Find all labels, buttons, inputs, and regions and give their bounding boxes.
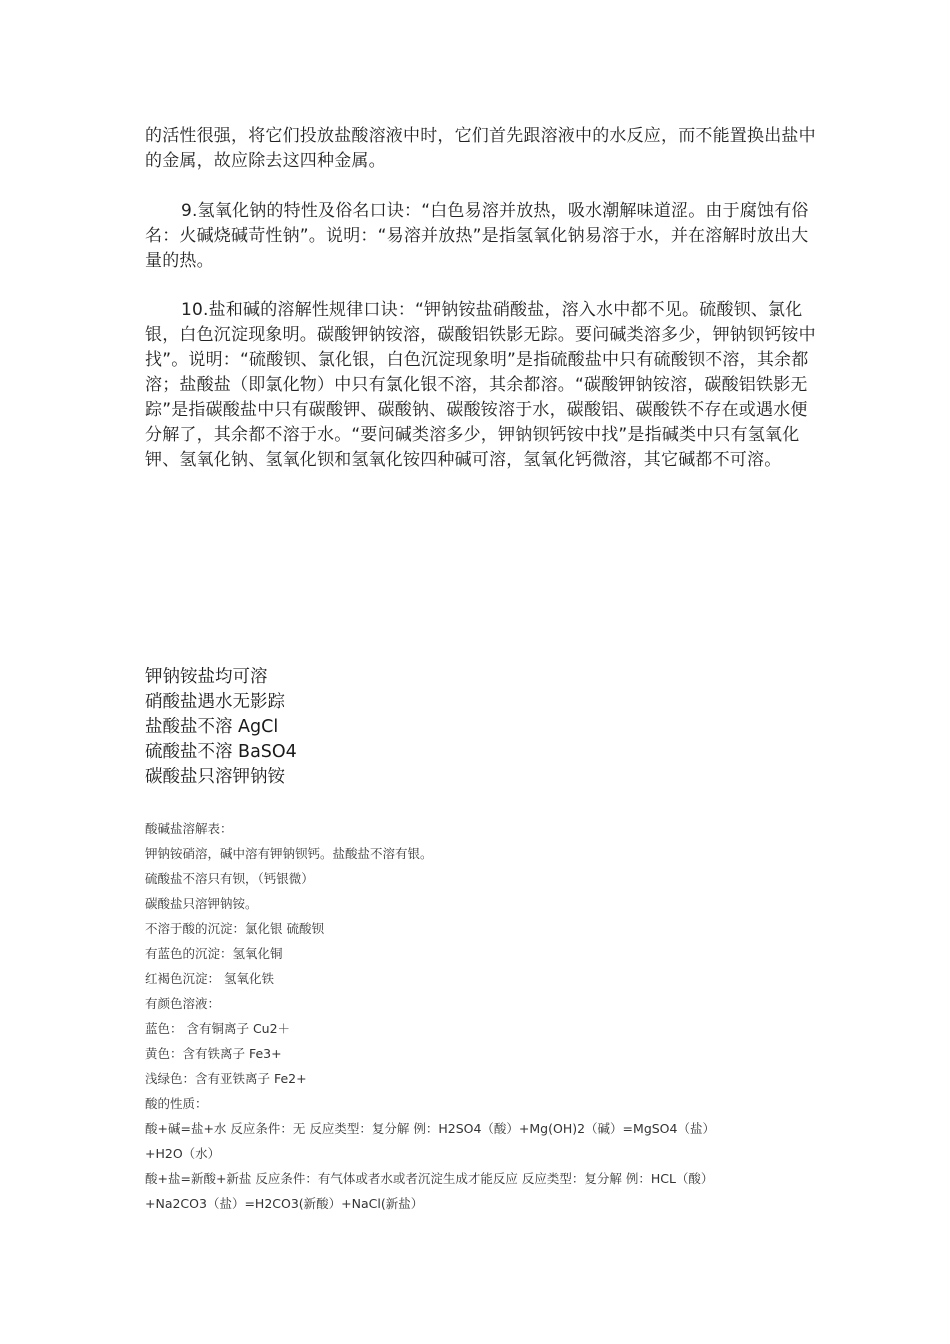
mnemonic-line: 硫酸盐不溶 BaSO4 <box>145 742 297 762</box>
notes-line: 硫酸盐不溶只有钡，（钙银微） <box>145 871 314 886</box>
notes-line: 不溶于酸的沉淀：氯化银 硫酸钡 <box>145 921 324 936</box>
mnemonic-line: 盐酸盐不溶 AgCl <box>145 717 279 737</box>
mnemonic-line: 钾钠铵盐均可溶 <box>145 667 268 687</box>
notes-line: 红褐色沉淀： 氢氧化铁 <box>145 971 274 986</box>
notes-line: +H2O（水） <box>145 1146 221 1161</box>
notes-line: 黄色：含有铁离子 Fe3+ <box>145 1046 282 1061</box>
notes-line: 蓝色： 含有铜离子 Cu2＋ <box>145 1021 291 1036</box>
acid-base-salt-notes <box>145 816 825 1216</box>
notes-line: 钾钠铵硝溶，碱中溶有钾钠钡钙。盐酸盐不溶有银。 <box>145 846 433 861</box>
mnemonic-line: 硝酸盐遇水无影踪 <box>145 692 285 712</box>
notes-line: 酸的性质： <box>145 1096 208 1111</box>
notes-line: +Na2CO3（盐）=H2CO3(新酸）+NaCl(新盐） <box>145 1196 424 1211</box>
mnemonic-line: 碳酸盐只溶钾钠铵 <box>145 767 285 787</box>
notes-line: 有蓝色的沉淀：氢氧化铜 <box>145 946 283 961</box>
notes-heading: 酸碱盐溶解表： <box>145 821 233 836</box>
notes-line: 有颜色溶液： <box>145 996 221 1011</box>
paragraph-solubility-rules: 10.盐和碱的溶解性规律口诀：“钾钠铵盐硝酸盐，溶入水中都不见。硫酸钡、氯化银，白色沉淀现象明。碳酸钾钠铵溶，碳酸铝铁影无踪。要问碱类溶多少，钾钠钡钙铵中找”。说明：“硫酸钡、氯化银，白色沉淀现象明”是指硫酸盐中只有硫酸钡不溶，其余都溶；盐酸盐（即氯化物）中只有氯化银不溶，其余都溶。“碳酸钾钠铵溶，碳酸铝铁影无踪”是指碳酸盐中只有碳酸钾、碳酸钠、碳酸铵溶于水，碳酸铝、碳酸铁不存在或遇水便分解了，其余都不溶于水。“要问碱类溶多少，钾钠钡钙铵中找”是指碱类中只有氢氧化钾、氢氧化钠、氢氧化钡和氢氧化铵四种碱可溶，氢氧化钙微溶，其它碱都不可溶。 <box>145 300 816 470</box>
notes-line: 浅绿色：含有亚铁离子 Fe2+ <box>145 1071 307 1086</box>
notes-line: 酸+盐=新酸+新盐 反应条件：有气体或者水或者沉淀生成才能反应 反应类型：复分解 例：HCL（酸） <box>145 1171 714 1186</box>
paragraph-sodium-hydroxide: 9.氢氧化钠的特性及俗名口诀：“白色易溶并放热，吸水潮解味道涩。由于腐蚀有俗名：火碱烧碱苛性钠”。说明：“易溶并放热”是指氢氧化钠易溶于水，并在溶解时放出大量的热。 <box>145 201 809 271</box>
paragraph-metal-activity: 的活性很强，将它们投放盐酸溶液中时，它们首先跟溶液中的水反应，而不能置换出盐中的金属，故应除去这四种金属。 <box>145 126 816 171</box>
notes-line: 碳酸盐只溶钾钠铵。 <box>145 896 258 911</box>
notes-line: 酸+碱=盐+水 反应条件：无 反应类型：复分解 例：H2SO4（酸）+Mg(OH)2（碱）=MgSO4（盐） <box>145 1121 715 1136</box>
solubility-mnemonic-list <box>145 665 745 790</box>
